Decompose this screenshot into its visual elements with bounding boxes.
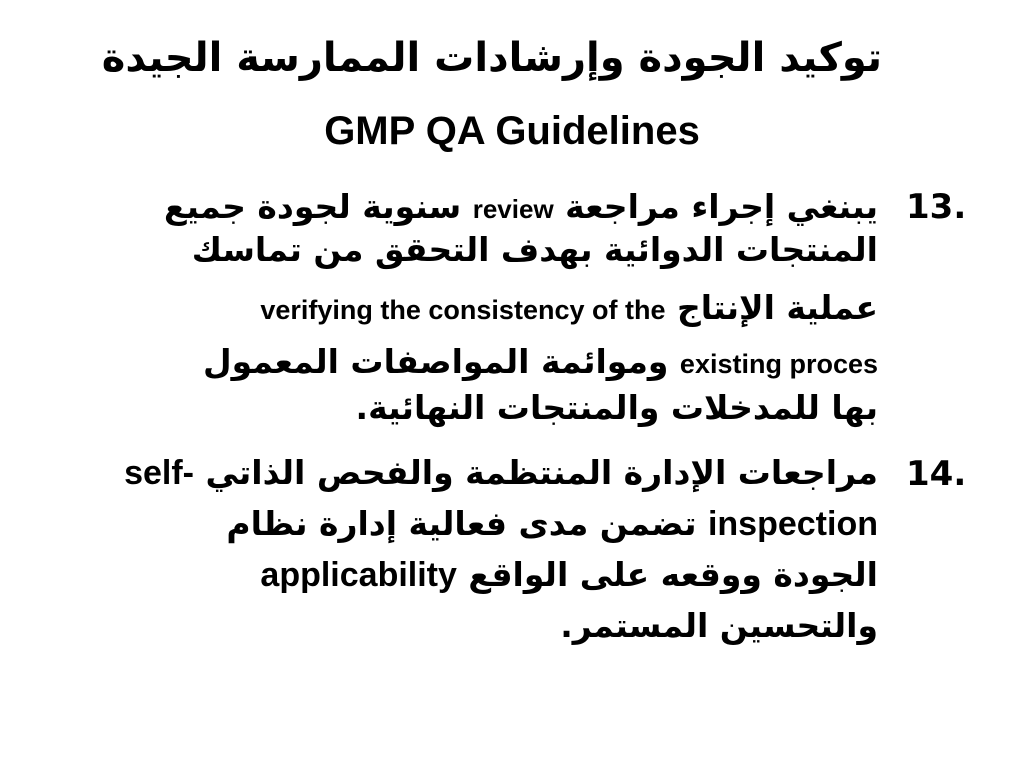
item-number: 14. (906, 454, 967, 494)
line-text-english: verifying the consistency of the (260, 295, 666, 325)
item-line (260, 549, 878, 601)
line-text-arabic: يبنغي إجراء مراجعة (565, 187, 878, 226)
item-number: 13. (906, 187, 967, 227)
item-line (192, 224, 878, 276)
line-text-english: review (472, 194, 554, 224)
line-text-arabic: مراجعات الإدارة المنتظمة والفحص الذاتي (205, 453, 878, 492)
slide-title-english: GMP QA Guidelines (324, 109, 700, 153)
line-text-arabic: تضمن مدى فعالية إدارة نظام (226, 504, 697, 543)
line-text-arabic: بها للمدخلات والمنتجات النهائية. (355, 388, 878, 427)
line-text-arabic: وموائمة المواصفات المعمول (203, 342, 669, 381)
line-text-arabic: عملية الإنتاج (676, 288, 878, 327)
item-line (560, 600, 878, 652)
line-text-arabic: الجودة ووقعه على الواقع (468, 555, 878, 594)
item-line (356, 382, 878, 434)
line-text-arabic: والتحسين المستمر. (560, 606, 878, 645)
line-text-english: existing proces (679, 349, 878, 379)
slide-title-arabic: توكيد الجودة وإرشادات الممارسة الجيدة (101, 35, 882, 81)
line-text-arabic: المنتجات الدوائية بهدف التحقق من تماسك (191, 230, 878, 269)
item-line (260, 282, 878, 336)
item-line (226, 498, 878, 550)
item-line (124, 447, 878, 499)
line-text-arabic: سنوية لجودة جميع (164, 187, 462, 226)
line-text-english: applicability (260, 556, 457, 594)
line-text-english: self- (124, 454, 195, 492)
line-text-english: inspection (707, 505, 878, 543)
